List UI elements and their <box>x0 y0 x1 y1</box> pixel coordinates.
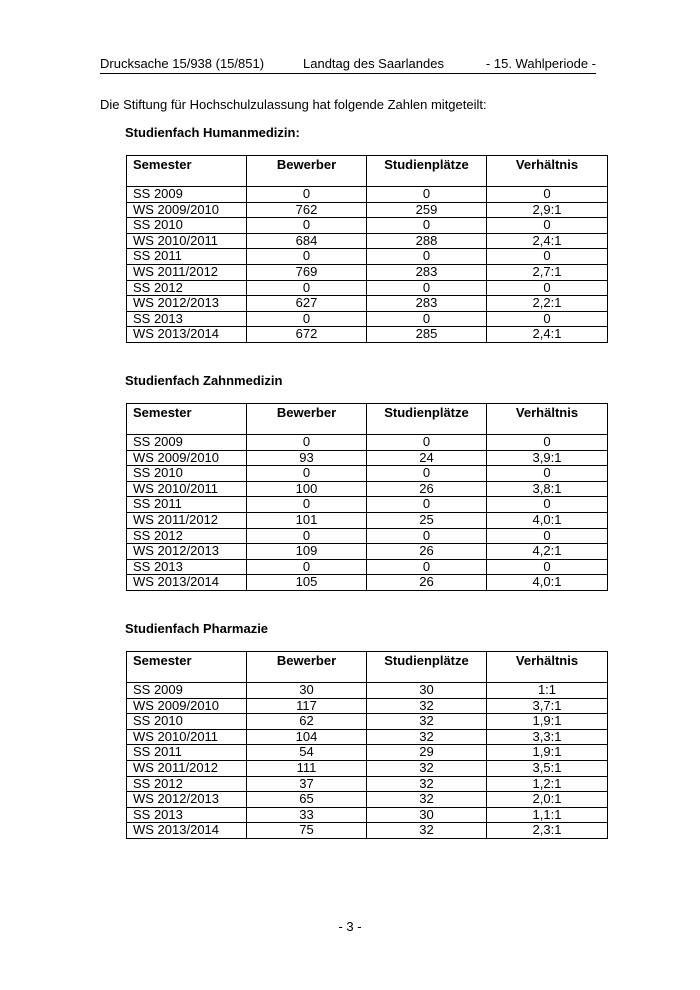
table-row <box>127 512 608 528</box>
cell-semester: SS 2010 <box>127 714 247 730</box>
cell-semester: SS 2012 <box>127 528 247 544</box>
cell-studienplaetze: 32 <box>367 823 487 839</box>
table-row <box>127 792 608 808</box>
cell-semester: WS 2009/2010 <box>127 450 247 466</box>
cell-bewerber: 0 <box>247 218 367 234</box>
table-row <box>127 760 608 776</box>
cell-studienplaetze: 0 <box>367 187 487 203</box>
cell-semester: SS 2010 <box>127 218 247 234</box>
cell-verhaeltnis: 2,9:1 <box>487 202 608 218</box>
cell-verhaeltnis: 4,0:1 <box>487 512 608 528</box>
column-header-bewerber: Bewerber <box>247 652 367 683</box>
cell-semester: SS 2011 <box>127 745 247 761</box>
section-title-humanmedizin: Studienfach Humanmedizin: <box>125 125 300 140</box>
cell-studienplaetze: 0 <box>367 435 487 451</box>
cell-verhaeltnis: 3,7:1 <box>487 698 608 714</box>
column-header-verhaeltnis: Verhältnis <box>487 404 608 435</box>
table-row <box>127 528 608 544</box>
cell-bewerber: 75 <box>247 823 367 839</box>
cell-semester: SS 2012 <box>127 280 247 296</box>
cell-verhaeltnis: 0 <box>487 497 608 513</box>
cell-studienplaetze: 285 <box>367 327 487 343</box>
cell-verhaeltnis: 2,0:1 <box>487 792 608 808</box>
cell-studienplaetze: 0 <box>367 218 487 234</box>
cell-bewerber: 684 <box>247 233 367 249</box>
cell-semester: WS 2013/2014 <box>127 327 247 343</box>
legislative-period: - 15. Wahlperiode - <box>485 56 596 71</box>
cell-semester: WS 2012/2013 <box>127 792 247 808</box>
table-row <box>127 450 608 466</box>
cell-studienplaetze: 32 <box>367 776 487 792</box>
cell-studienplaetze: 24 <box>367 450 487 466</box>
cell-verhaeltnis: 1,1:1 <box>487 807 608 823</box>
table-row <box>127 249 608 265</box>
table-row <box>127 264 608 280</box>
table-row <box>127 280 608 296</box>
cell-verhaeltnis: 0 <box>487 466 608 482</box>
cell-semester: SS 2009 <box>127 435 247 451</box>
cell-bewerber: 0 <box>247 497 367 513</box>
cell-semester: SS 2012 <box>127 776 247 792</box>
cell-verhaeltnis: 2,4:1 <box>487 327 608 343</box>
cell-bewerber: 33 <box>247 807 367 823</box>
cell-semester: WS 2012/2013 <box>127 296 247 312</box>
cell-studienplaetze: 0 <box>367 466 487 482</box>
cell-bewerber: 627 <box>247 296 367 312</box>
cell-semester: WS 2009/2010 <box>127 698 247 714</box>
table-row <box>127 683 608 699</box>
cell-bewerber: 769 <box>247 264 367 280</box>
cell-semester: WS 2009/2010 <box>127 202 247 218</box>
table-row <box>127 218 608 234</box>
cell-verhaeltnis: 0 <box>487 528 608 544</box>
cell-verhaeltnis: 0 <box>487 218 608 234</box>
cell-verhaeltnis: 0 <box>487 280 608 296</box>
cell-verhaeltnis: 4,2:1 <box>487 544 608 560</box>
cell-studienplaetze: 26 <box>367 544 487 560</box>
cell-bewerber: 109 <box>247 544 367 560</box>
table-row <box>127 481 608 497</box>
cell-verhaeltnis: 1:1 <box>487 683 608 699</box>
cell-semester: SS 2009 <box>127 187 247 203</box>
cell-verhaeltnis: 2,4:1 <box>487 233 608 249</box>
table-header-row <box>127 652 608 683</box>
column-header-verhaeltnis: Verhältnis <box>487 156 608 187</box>
column-header-studienplaetze: Studienplätze <box>367 404 487 435</box>
table-row <box>127 575 608 591</box>
cell-verhaeltnis: 4,0:1 <box>487 575 608 591</box>
column-header-semester: Semester <box>127 652 247 683</box>
cell-bewerber: 762 <box>247 202 367 218</box>
table-row <box>127 729 608 745</box>
table-row <box>127 311 608 327</box>
table-row <box>127 296 608 312</box>
cell-verhaeltnis: 0 <box>487 249 608 265</box>
cell-bewerber: 0 <box>247 280 367 296</box>
cell-verhaeltnis: 3,8:1 <box>487 481 608 497</box>
table-row <box>127 497 608 513</box>
table-row <box>127 202 608 218</box>
column-header-semester: Semester <box>127 404 247 435</box>
cell-studienplaetze: 26 <box>367 481 487 497</box>
cell-bewerber: 0 <box>247 249 367 265</box>
table-row <box>127 559 608 575</box>
cell-verhaeltnis: 2,3:1 <box>487 823 608 839</box>
cell-bewerber: 0 <box>247 311 367 327</box>
cell-semester: WS 2010/2011 <box>127 729 247 745</box>
intro-text: Die Stiftung für Hochschulzulassung hat folgende Zahlen mitgeteilt: <box>100 97 487 112</box>
cell-semester: WS 2010/2011 <box>127 233 247 249</box>
table-humanmedizin <box>126 155 608 343</box>
cell-bewerber: 0 <box>247 435 367 451</box>
cell-semester: WS 2013/2014 <box>127 575 247 591</box>
section-title-pharmazie: Studienfach Pharmazie <box>125 621 269 636</box>
cell-verhaeltnis: 1,2:1 <box>487 776 608 792</box>
cell-bewerber: 105 <box>247 575 367 591</box>
column-header-studienplaetze: Studienplätze <box>367 156 487 187</box>
column-header-semester: Semester <box>127 156 247 187</box>
parliament-name: Landtag des Saarlandes <box>303 56 444 71</box>
cell-bewerber: 54 <box>247 745 367 761</box>
cell-studienplaetze: 283 <box>367 296 487 312</box>
cell-verhaeltnis: 3,5:1 <box>487 760 608 776</box>
cell-studienplaetze: 0 <box>367 528 487 544</box>
cell-semester: WS 2011/2012 <box>127 512 247 528</box>
table-row <box>127 327 608 343</box>
cell-studienplaetze: 32 <box>367 729 487 745</box>
cell-studienplaetze: 29 <box>367 745 487 761</box>
cell-bewerber: 37 <box>247 776 367 792</box>
cell-semester: SS 2013 <box>127 311 247 327</box>
table-row <box>127 187 608 203</box>
cell-verhaeltnis: 3,9:1 <box>487 450 608 466</box>
section-title-zahnmedizin: Studienfach Zahnmedizin <box>125 373 283 388</box>
cell-studienplaetze: 32 <box>367 714 487 730</box>
table-row <box>127 776 608 792</box>
cell-bewerber: 101 <box>247 512 367 528</box>
cell-semester: SS 2013 <box>127 807 247 823</box>
cell-studienplaetze: 30 <box>367 683 487 699</box>
cell-studienplaetze: 283 <box>367 264 487 280</box>
cell-studienplaetze: 259 <box>367 202 487 218</box>
cell-semester: WS 2012/2013 <box>127 544 247 560</box>
cell-studienplaetze: 26 <box>367 575 487 591</box>
table-row <box>127 435 608 451</box>
cell-studienplaetze: 30 <box>367 807 487 823</box>
table-row <box>127 466 608 482</box>
cell-bewerber: 0 <box>247 559 367 575</box>
cell-verhaeltnis: 3,3:1 <box>487 729 608 745</box>
cell-studienplaetze: 0 <box>367 311 487 327</box>
cell-bewerber: 672 <box>247 327 367 343</box>
cell-verhaeltnis: 0 <box>487 435 608 451</box>
cell-verhaeltnis: 1,9:1 <box>487 745 608 761</box>
cell-studienplaetze: 0 <box>367 280 487 296</box>
table-zahnmedizin <box>126 403 608 591</box>
page-number: - 3 - <box>338 919 362 934</box>
cell-semester: SS 2013 <box>127 559 247 575</box>
table-row <box>127 714 608 730</box>
cell-verhaeltnis: 2,2:1 <box>487 296 608 312</box>
cell-bewerber: 65 <box>247 792 367 808</box>
cell-studienplaetze: 288 <box>367 233 487 249</box>
cell-semester: WS 2011/2012 <box>127 760 247 776</box>
column-header-studienplaetze: Studienplätze <box>367 652 487 683</box>
cell-bewerber: 30 <box>247 683 367 699</box>
cell-verhaeltnis: 0 <box>487 187 608 203</box>
cell-bewerber: 111 <box>247 760 367 776</box>
cell-bewerber: 117 <box>247 698 367 714</box>
cell-studienplaetze: 32 <box>367 698 487 714</box>
table-header-row <box>127 404 608 435</box>
cell-studienplaetze: 32 <box>367 792 487 808</box>
cell-semester: WS 2011/2012 <box>127 264 247 280</box>
cell-studienplaetze: 0 <box>367 559 487 575</box>
cell-verhaeltnis: 2,7:1 <box>487 264 608 280</box>
column-header-verhaeltnis: Verhältnis <box>487 652 608 683</box>
cell-studienplaetze: 32 <box>367 760 487 776</box>
cell-bewerber: 0 <box>247 466 367 482</box>
table-row <box>127 745 608 761</box>
cell-studienplaetze: 25 <box>367 512 487 528</box>
table-row <box>127 823 608 839</box>
page-header <box>100 56 596 74</box>
cell-verhaeltnis: 0 <box>487 559 608 575</box>
cell-verhaeltnis: 1,9:1 <box>487 714 608 730</box>
cell-semester: WS 2013/2014 <box>127 823 247 839</box>
cell-bewerber: 100 <box>247 481 367 497</box>
cell-semester: SS 2011 <box>127 249 247 265</box>
cell-bewerber: 0 <box>247 528 367 544</box>
cell-verhaeltnis: 0 <box>487 311 608 327</box>
cell-semester: SS 2011 <box>127 497 247 513</box>
table-row <box>127 698 608 714</box>
table-pharmazie <box>126 651 608 839</box>
cell-bewerber: 104 <box>247 729 367 745</box>
column-header-bewerber: Bewerber <box>247 404 367 435</box>
column-header-bewerber: Bewerber <box>247 156 367 187</box>
cell-semester: SS 2009 <box>127 683 247 699</box>
cell-semester: SS 2010 <box>127 466 247 482</box>
table-header-row <box>127 156 608 187</box>
cell-bewerber: 62 <box>247 714 367 730</box>
cell-bewerber: 93 <box>247 450 367 466</box>
document-number: Drucksache 15/938 (15/851) <box>100 56 265 71</box>
cell-studienplaetze: 0 <box>367 249 487 265</box>
cell-semester: WS 2010/2011 <box>127 481 247 497</box>
table-row <box>127 807 608 823</box>
cell-bewerber: 0 <box>247 187 367 203</box>
table-row <box>127 544 608 560</box>
cell-studienplaetze: 0 <box>367 497 487 513</box>
table-row <box>127 233 608 249</box>
